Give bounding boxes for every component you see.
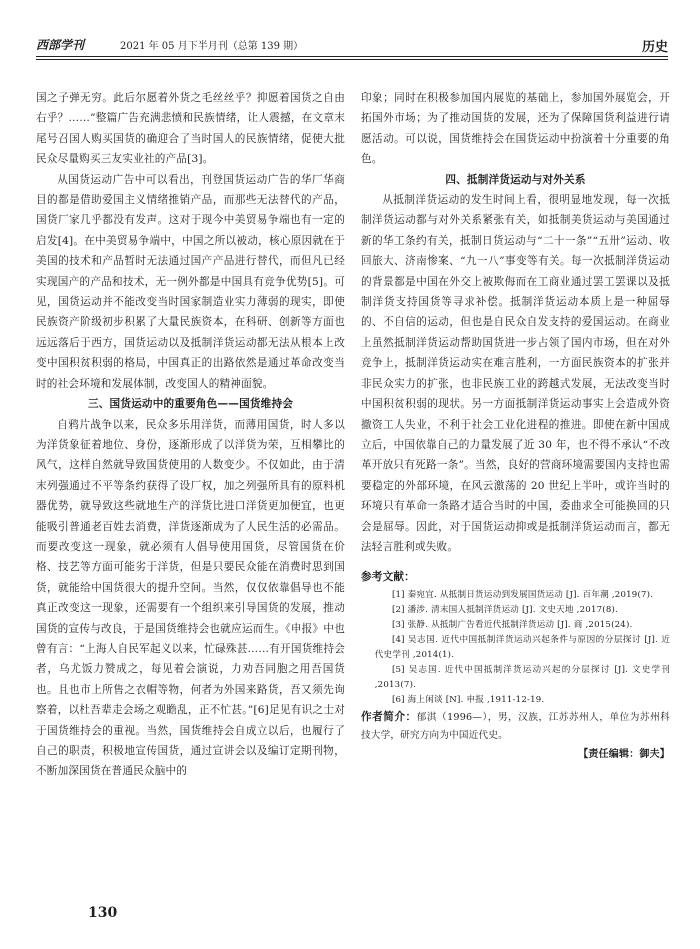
- author-label: 作者简介：: [361, 710, 417, 723]
- paragraph: 国之子弹无穷。此后尔愿着外货之毛丝丝乎？抑愿着国货之自由右乎？……”整篇广告充满悲愤和民族情绪，让人震撼，在文章末尾号召国人购买国货的确迎合了当时国人的民族情绪，促使大批民众尽量购买三友实业社的产品[3]。: [36, 92, 345, 166]
- paragraph: 从国货运动广告中可以看出，刊登国货运动广告的华厂华商目的都是借助爱国主义情绪推销产品，而那些无法替代的产品，国货厂家几乎都没有发声。这对于现今中美贸易争端也有一定的启发[4]。在中美贸易争端中，中国之所以被动，核心原因就在于美国的技术和产品暂时无法通过国产产品进行替代，而但凡已经实现国产的产品和技术，无一例外都是中国具有竞争优势[5]。可见，国货运动并不能改变当时国家制造业实力薄弱的现实，即使民族资产阶级初步积累了大量民族资本，在科研、创新等方面也远远落后于西方，国货运动以及抵制洋货运动都无法从根本上改变中国积贫积弱的格局，中国真正的出路依然是通过革命改变当时的社会环境和发展体制，改变国人的精神面貌。: [36, 173, 345, 390]
- reference-item: [3] 张静. 从抵制广告看近代抵制洋货运动 [J]. 商 ,2015(24).: [391, 619, 633, 630]
- reference-item: [6] 海上闲谈 [N]. 申报 ,1911-12-19.: [391, 694, 545, 705]
- paragraph: 从抵制洋货运动的发生时间上看，很明显地发现，每一次抵制洋货运动都与对外关系紧张有关，如抵制美货运动与美国通过新的华工条约有关，抵制日货运动与“二十一条”“五卅”运动、收回旅大、济南惨案、“九一八”事变等有关。每一次抵制洋货运动的背景都是中国在外交上被欺侮而在工商业通过罢工罢课以及抵制洋货支持国货等寻求补偿。抵制洋货运动本质上是一种屈辱的、不自信的运动，但也是自民众自发支持的爱国运动。在商业上虽然抵制洋货运动帮助国货进一步占领了国内市场，但在对外竞争上，抵制洋货运动实在难言胜利，一方面民族资本的扩张并非民众实力的扩张，也非民族工业的跨越式发展，无法改变当时中国积贫积弱的现状。另一方面抵制洋货运动事实上会造成外资撤资工人失业，不利于社会工业化进程的推进。即使在新中国成立后，中国依靠自己的力量发展了近 30 年，也不得不承认“不改革开放只有死路一条”。当然，良好的营商环境需要国内支持也需要稳定的外部环境，在风云激荡的 20 世纪上半叶，或许当时的环境只有革命一条路才适合当时的中国，委曲求全可能换回的只会是屈辱。因此，对于国货运动抑或是抵制洋货运动而言，都无法轻言胜利或失败。: [361, 194, 670, 553]
- section-label: 历史: [641, 40, 668, 55]
- section-heading: 四、抵制洋货运动与对外关系: [445, 173, 586, 186]
- reference-item: [4] 吴志国. 近代中国抵制洋货运动兴起条件与原因的分层探讨 [J]. 近代史学刊 ,2014(1).: [374, 634, 670, 660]
- section-heading: 三、国货运动中的重要角色——国货维持会: [87, 398, 294, 411]
- references-title: 参考文献：: [361, 571, 415, 584]
- right-column: [361, 88, 670, 765]
- issue-info: 2021 年 05 月下半月刊（总第 139 期）: [120, 41, 304, 52]
- page-header: [36, 33, 668, 53]
- author-text: 郁淇（1996—），男，汉族，江苏苏州人，单位为苏州科技大学，研究方向为中国近代史。: [361, 711, 671, 741]
- author-bio: [361, 708, 670, 745]
- left-column: [36, 88, 345, 782]
- journal-name: 西部学刊: [36, 38, 85, 52]
- page-number: 130: [88, 905, 118, 921]
- reference-item: [2] 潘涉. 清末国人抵制洋货运动 [J]. 文史天地 ,2017(8).: [391, 604, 618, 615]
- paragraph: 印象；同时在积极参加国内展览的基础上，参加国外展览会，开拓国外市场；为了推动国货的发展，还为了保障国货利益进行请愿活动。可以说，国货维持会在国货运动中扮演着十分重要的角色。: [361, 92, 670, 166]
- paragraph: 自鸦片战争以来，民众多乐用洋货，而薄用国货，时人多以为洋货象征着地位、身份，逐渐形成了以洋货为荣，互相攀比的风气，这样自然就导致国货使用的人数变少。不仅如此，由于清末列强通过不平等条约获得了设厂权，加之列强所具有的原料机器优势，就导致这些就地生产的洋货比进口洋货更加便宜，也更能吸引普通老百姓去消费，洋货逐渐成为了人民生活的必需品。而要改变这一现象，就必须有人倡导使用国货，尽管国货在价格、技艺等方面可能劣于洋货，但是只要民众能在消费时思到国货，就能给中国货很大的提升空间。当然，仅仅依靠倡导也不能真正改变这一现象，还需要有一个组织来引导国货的发展，推动国货的宣传与改良，于是国货维持会也就应运而生。《申报》中也曾有言：“上海人自民军起义以来，忙碌殊甚……有开国货维持会者，乌尤饭力赞成之，每见着会演说，力劝吾同胞之用吾国货也。且也市上所售之衣帽等物，何者为外国来路货，吾又须先询察着，以杜吾辈走会场之观瞻乱，正不忙甚。”[6]足见有识之士对于国货维持会的重视。当然，国货维持会自成立以后，也履行了自己的职责，积极地宣传国货，通过宣讲会以及编订定期刊物，不断加深国货在普通民众脑中的: [36, 418, 345, 778]
- header-rule-bottom: [36, 59, 668, 60]
- responsible-editor: 【责任编辑：御夫】: [578, 748, 670, 760]
- header-rule-top: [36, 56, 668, 57]
- reference-item: [1] 秦宛宜. 从抵制日货运动到发展国货运动 [J]. 百年潮 ,2019(7).: [391, 589, 654, 600]
- reference-item: [5] 吴志国. 近代中国抵制洋货运动兴起的分层探讨 [J]. 文史学刊 ,2013(7).: [374, 664, 670, 690]
